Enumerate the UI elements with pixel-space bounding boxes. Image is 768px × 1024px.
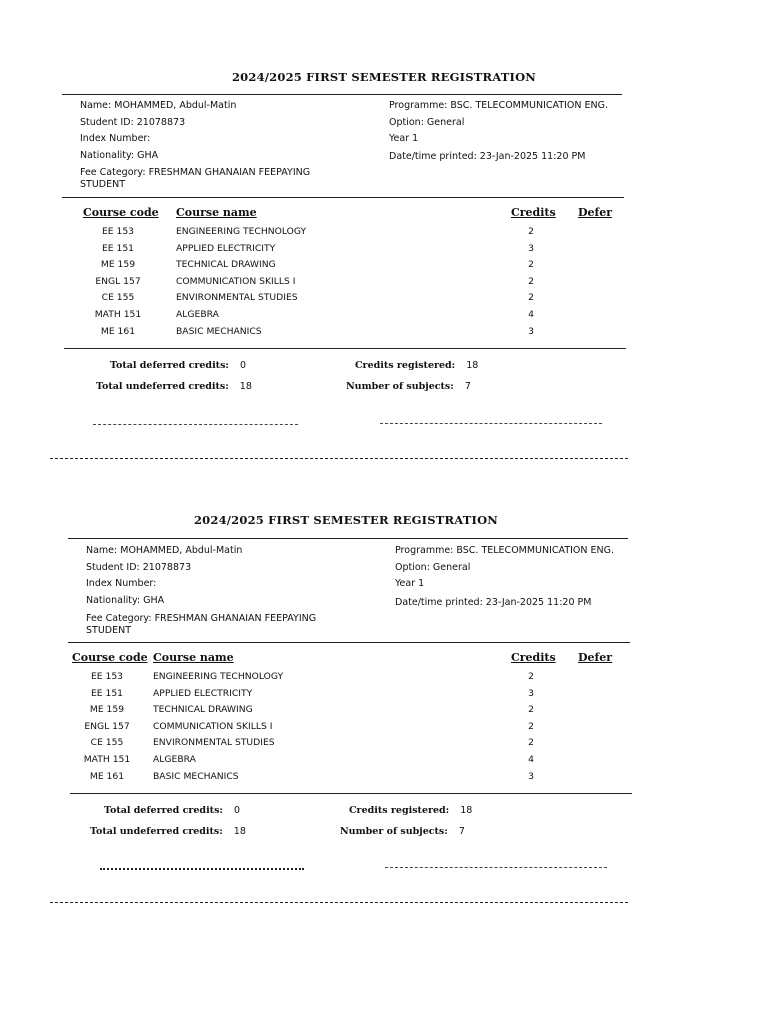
table-row xyxy=(0,688,768,705)
table-row xyxy=(0,704,768,721)
course-credits: 4 xyxy=(528,754,534,765)
page-title: 2024/2025 FIRST SEMESTER REGISTRATION xyxy=(231,70,537,84)
nationality: Nationality: GHA xyxy=(80,150,159,161)
course-code: CE 155 xyxy=(90,737,124,749)
header-course-name: Course name xyxy=(153,651,234,664)
course-name: COMMUNICATION SKILLS I xyxy=(176,275,296,287)
index-number: Index Number: xyxy=(86,578,157,589)
header-course-name: Course name xyxy=(176,206,257,219)
course-code: ME 159 xyxy=(89,704,125,716)
divider xyxy=(68,642,630,643)
course-name: ALGEBRA xyxy=(176,309,219,320)
number-of-subjects-label: Number of subjects: xyxy=(346,381,454,392)
programme: Programme: BSC. TELECOMMUNICATION ENG. xyxy=(389,100,609,111)
signature-line-right xyxy=(385,867,607,868)
course-credits: 2 xyxy=(528,226,534,237)
date-printed: Date/time printed: 23-Jan-2025 11:20 PM xyxy=(395,597,592,608)
fee-category: Fee Category: FRESHMAN GHANAIAN FEEPAYING STUDENT xyxy=(86,613,317,636)
credits-registered-label: Credits registered: xyxy=(349,805,450,816)
divider xyxy=(68,538,628,539)
course-credits: 2 xyxy=(528,720,534,732)
number-of-subjects-value: 7 xyxy=(464,381,471,392)
date-printed: Date/time printed: 23-Jan-2025 11:20 PM xyxy=(389,151,586,162)
header-course-code: Course code xyxy=(72,651,148,664)
cut-line xyxy=(50,902,628,903)
nationality: Nationality: GHA xyxy=(86,595,165,606)
credits-registered xyxy=(349,805,472,816)
course-code: MATH 151 xyxy=(83,754,131,765)
course-code: EE 151 xyxy=(101,242,135,254)
course-code: EE 153 xyxy=(101,226,135,237)
number-of-subjects xyxy=(340,826,465,837)
course-name: ALGEBRA xyxy=(153,754,196,765)
header-credits: Credits xyxy=(511,206,556,219)
course-code: ME 161 xyxy=(100,325,136,337)
option: Option: General xyxy=(389,117,465,128)
course-code: ENGL 157 xyxy=(84,720,130,732)
course-code: ME 159 xyxy=(100,259,136,271)
signature-line-left xyxy=(100,868,304,870)
course-credits: 2 xyxy=(528,259,534,271)
total-deferred-value: 0 xyxy=(233,805,241,816)
option: Option: General xyxy=(395,562,471,573)
credits-registered-value: 18 xyxy=(466,360,479,371)
course-name: COMMUNICATION SKILLS I xyxy=(153,720,273,732)
course-credits: 3 xyxy=(528,325,534,337)
total-undeferred xyxy=(90,826,246,837)
course-code: EE 153 xyxy=(90,671,124,682)
course-name: APPLIED ELECTRICITY xyxy=(176,242,276,254)
course-name: ENGINEERING TECHNOLOGY xyxy=(153,671,284,682)
year: Year 1 xyxy=(395,578,425,589)
course-credits: 2 xyxy=(528,292,534,304)
year: Year 1 xyxy=(389,133,419,144)
total-deferred-label: Total deferred credits: xyxy=(110,360,229,371)
page-title: 2024/2025 FIRST SEMESTER REGISTRATION xyxy=(193,513,499,527)
course-credits: 3 xyxy=(528,687,534,699)
total-deferred xyxy=(104,805,240,816)
table-row xyxy=(0,721,768,738)
total-undeferred-value: 18 xyxy=(239,381,252,392)
course-credits: 2 xyxy=(528,671,534,682)
divider xyxy=(70,793,632,794)
header-course-code: Course code xyxy=(83,206,159,219)
header-credits: Credits xyxy=(511,651,556,664)
total-deferred-label: Total deferred credits: xyxy=(104,805,223,816)
header-defer: Defer xyxy=(578,651,613,664)
total-undeferred-label: Total undeferred credits: xyxy=(90,826,223,837)
signature-line-left xyxy=(93,424,298,425)
course-code: EE 151 xyxy=(90,687,124,699)
course-name: ENGINEERING TECHNOLOGY xyxy=(176,226,307,237)
course-credits: 2 xyxy=(528,737,534,749)
programme: Programme: BSC. TELECOMMUNICATION ENG. xyxy=(395,545,615,556)
course-code: MATH 151 xyxy=(94,309,142,320)
credits-registered-label: Credits registered: xyxy=(355,360,456,371)
index-number: Index Number: xyxy=(80,133,151,144)
student-id: Student ID: 21078873 xyxy=(86,562,192,573)
table-row xyxy=(0,771,768,788)
student-name: Name: MOHAMMED, Abdul-Matin xyxy=(86,545,243,556)
course-credits: 3 xyxy=(528,770,534,782)
student-name: Name: MOHAMMED, Abdul-Matin xyxy=(80,100,237,111)
course-code: ENGL 157 xyxy=(95,275,141,287)
course-name: BASIC MECHANICS xyxy=(153,770,239,782)
course-code: CE 155 xyxy=(101,292,135,304)
fee-category: Fee Category: FRESHMAN GHANAIAN FEEPAYING STUDENT xyxy=(80,167,311,190)
course-name: APPLIED ELECTRICITY xyxy=(153,687,253,699)
course-name: ENVIRONMENTAL STUDIES xyxy=(176,292,298,304)
header-defer: Defer xyxy=(578,206,613,219)
total-undeferred-label: Total undeferred credits: xyxy=(96,381,229,392)
total-undeferred-value: 18 xyxy=(233,826,246,837)
table-row xyxy=(0,754,768,771)
course-credits: 2 xyxy=(528,704,534,716)
number-of-subjects-value: 7 xyxy=(458,826,465,837)
course-name: TECHNICAL DRAWING xyxy=(176,259,276,271)
credits-registered-value: 18 xyxy=(460,805,473,816)
cut-line xyxy=(50,458,628,459)
course-code: ME 161 xyxy=(89,770,125,782)
total-deferred-value: 0 xyxy=(239,360,247,371)
course-name: BASIC MECHANICS xyxy=(176,325,262,337)
course-credits: 3 xyxy=(528,242,534,254)
table-row xyxy=(0,737,768,754)
course-credits: 2 xyxy=(528,275,534,287)
student-id: Student ID: 21078873 xyxy=(80,117,186,128)
course-name: ENVIRONMENTAL STUDIES xyxy=(153,737,275,749)
course-name: TECHNICAL DRAWING xyxy=(153,704,253,716)
signature-line-right xyxy=(380,423,602,424)
number-of-subjects-label: Number of subjects: xyxy=(340,826,448,837)
table-row xyxy=(0,671,768,688)
course-credits: 4 xyxy=(528,309,534,320)
